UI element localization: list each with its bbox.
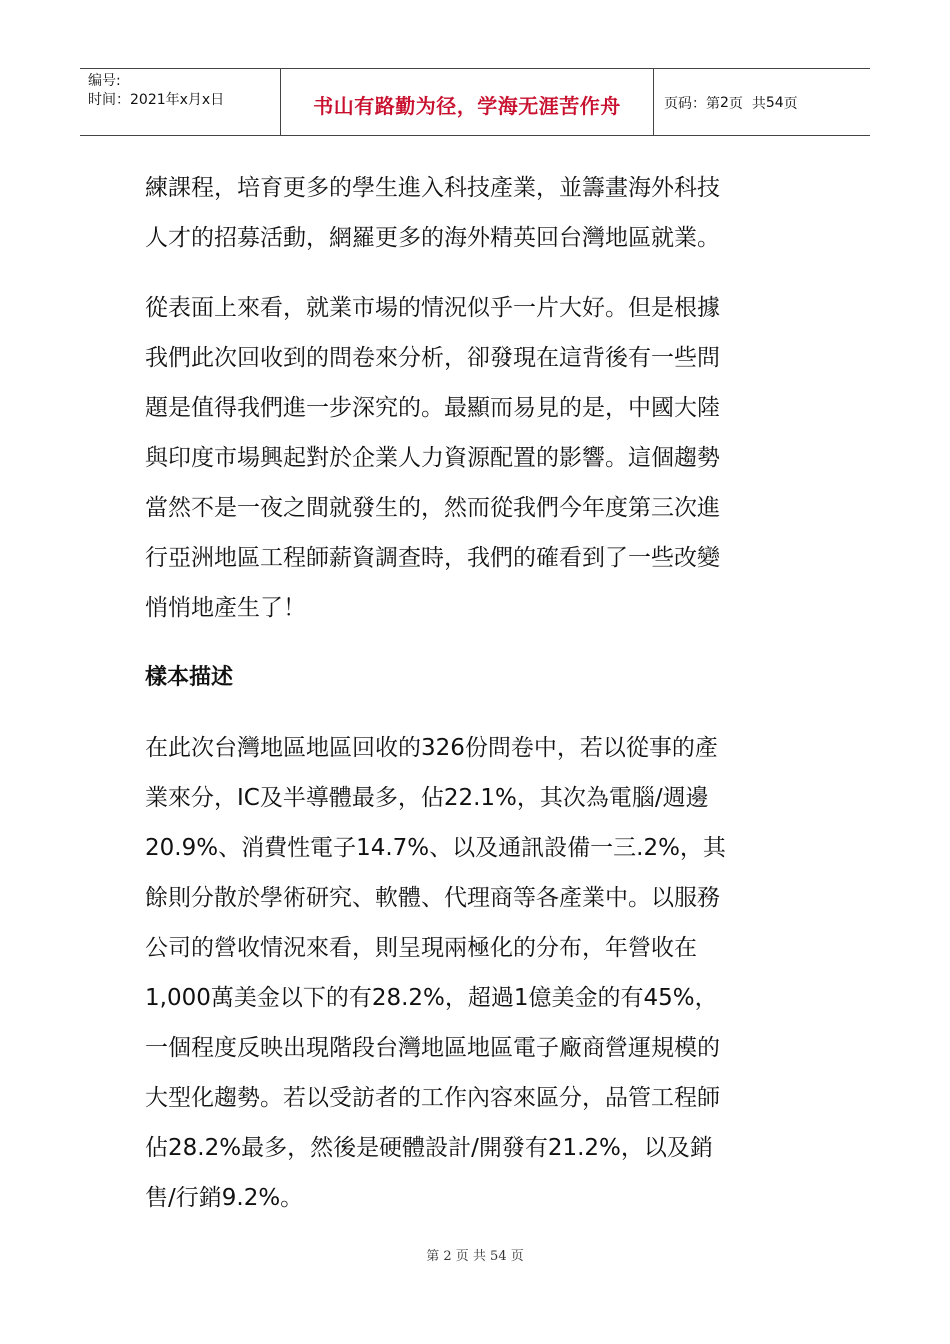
time-label: 时间：2021年x月x日 xyxy=(88,92,225,108)
text-line: 餘則分散於學術研究、軟體、代理商等各產業中。以服務 xyxy=(145,885,720,911)
text-line: 1,000萬美金以下的有28.2%，超過1億美金的有45%， xyxy=(145,985,718,1011)
page-current: 2 xyxy=(720,95,729,111)
text-line: 行亞洲地區工程師薪資調查時，我們的確看到了一些改變 xyxy=(145,545,720,571)
header-page-number xyxy=(654,69,870,135)
text-line: 與印度市場興起對於企業人力資源配置的影響。這個趨勢 xyxy=(145,445,720,471)
number-label: 编号: xyxy=(88,73,121,89)
header-meta xyxy=(80,69,281,135)
text-line: 大型化趨勢。若以受訪者的工作內容來區分，品管工程師 xyxy=(145,1085,720,1111)
paragraph-2 xyxy=(145,283,805,633)
document-body xyxy=(145,163,805,1243)
page-total: 54 xyxy=(765,95,784,111)
text-line: 從表面上來看，就業市場的情況似乎一片大好。但是根據 xyxy=(145,295,720,321)
paragraph-1 xyxy=(145,163,805,263)
header-motto: 书山有路勤为径，学海无涯苦作舟 xyxy=(281,69,654,135)
text-line: 當然不是一夜之間就發生的，然而從我們今年度第三次進 xyxy=(145,495,720,521)
paragraph-sample xyxy=(145,723,805,1223)
text-line: 我們此次回收到的問卷來分析，卻發現在這背後有一些問 xyxy=(145,345,720,371)
page-footer: 第 2 页 共 54 页 xyxy=(426,1249,524,1264)
page-header xyxy=(80,68,870,136)
text-line: 業來分，IC及半導體最多，佔22.1%，其次為電腦/週邊 xyxy=(145,785,709,811)
text-line: 20.9%、消費性電子14.7%、以及通訊設備一三.2%，其 xyxy=(145,835,726,861)
text-line: 題是值得我們進一步深究的。最顯而易見的是，中國大陸 xyxy=(145,395,720,421)
text-line: 在此次台灣地區地區回收的326份問卷中，若以從事的產 xyxy=(145,735,718,761)
text-line: 練課程，培育更多的學生進入科技產業，並籌畫海外科技 xyxy=(145,175,720,201)
page-middle: 页 共 xyxy=(728,96,766,112)
text-line: 人才的招募活動，網羅更多的海外精英回台灣地區就業。 xyxy=(145,225,720,251)
page-prefix: 页码：第 xyxy=(664,96,720,112)
text-line: 悄悄地產生了！ xyxy=(145,595,306,621)
text-line: 佔28.2%最多，然後是硬體設計/開發有21.2%，以及銷 xyxy=(145,1135,713,1161)
section-title: 樣本描述 xyxy=(145,665,234,690)
text-line: 一個程度反映出現階段台灣地區地區電子廠商營運規模的 xyxy=(145,1035,720,1061)
page-suffix: 页 xyxy=(783,96,798,112)
text-line: 售/行銷9.2%。 xyxy=(145,1185,304,1211)
text-line: 公司的營收情況來看，則呈現兩極化的分布，年營收在 xyxy=(145,935,697,961)
